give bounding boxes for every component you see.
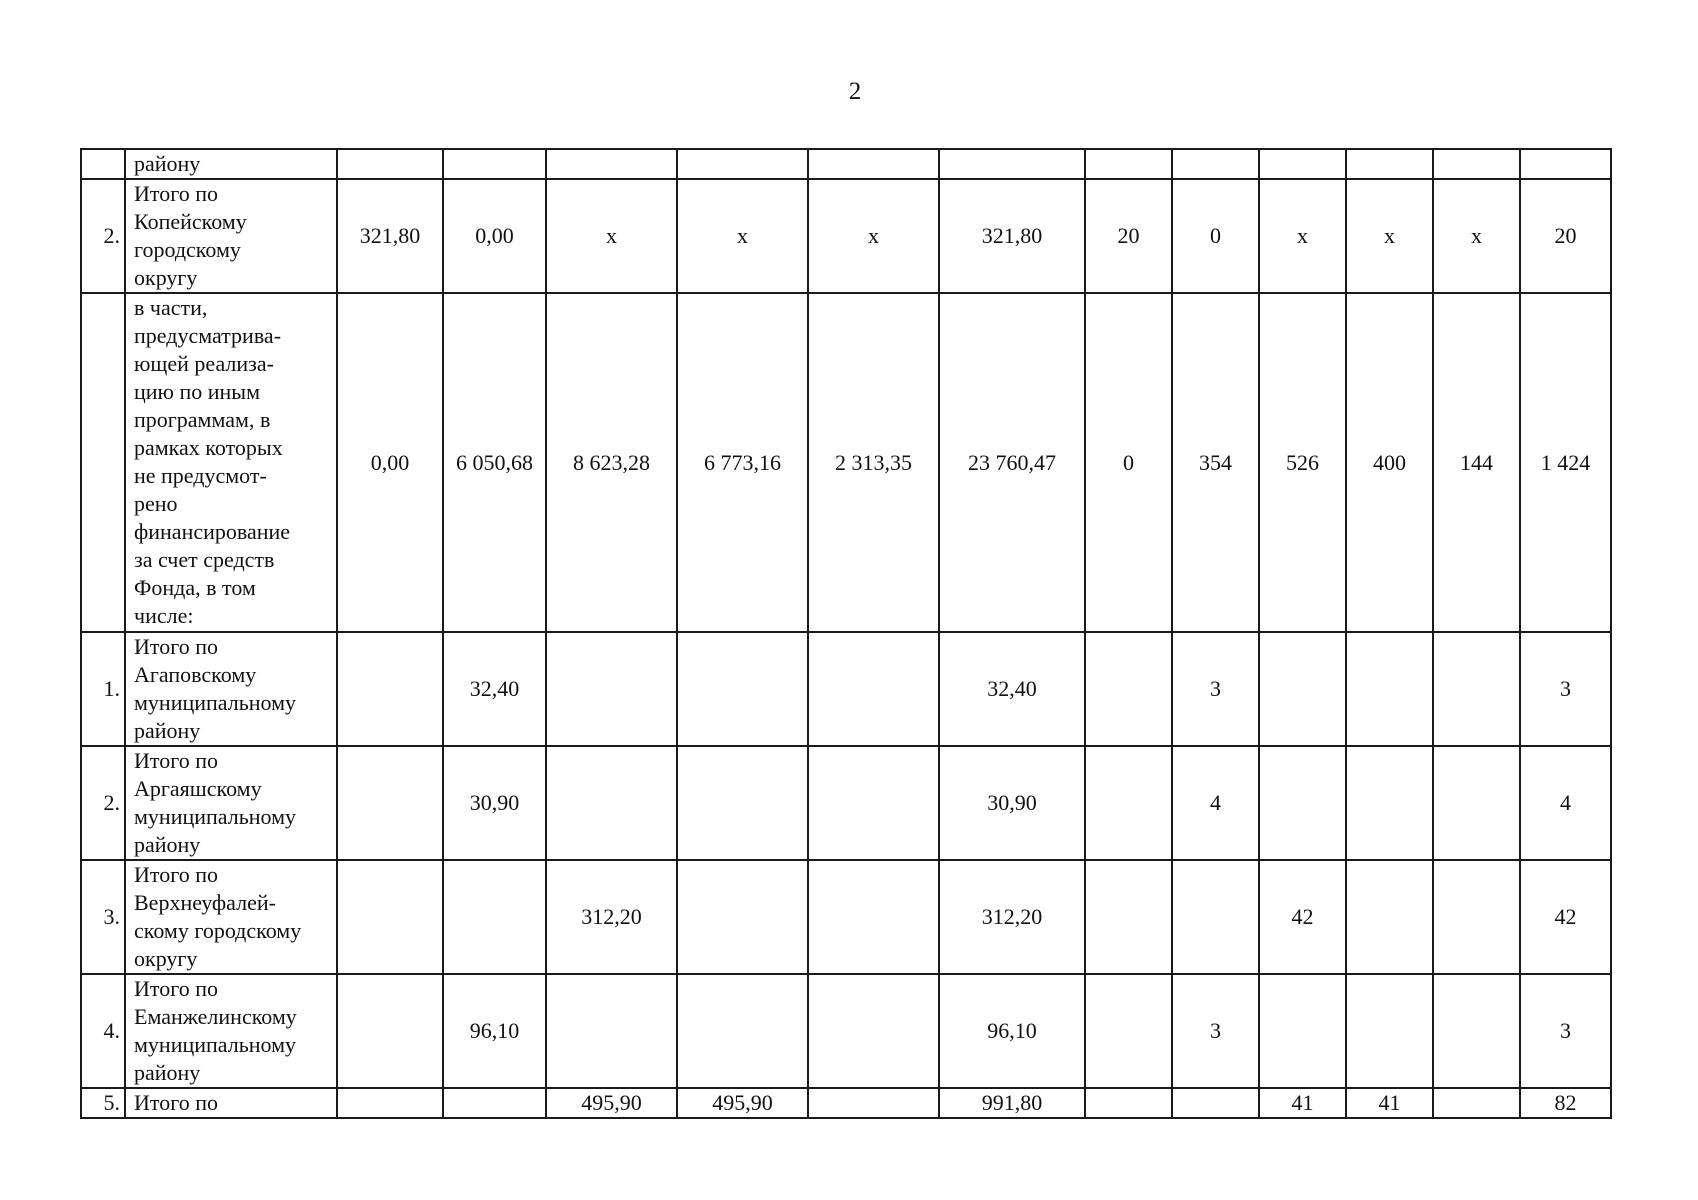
- value-cell: [677, 974, 808, 1088]
- value-cell: [939, 149, 1085, 179]
- value-cell: [546, 632, 677, 746]
- value-cell: [1085, 860, 1172, 974]
- row-name-line: рамках которых: [134, 435, 283, 460]
- value-cell: [1433, 149, 1520, 179]
- row-name-line: за счет средств: [134, 547, 275, 572]
- value-cell: [1433, 632, 1520, 746]
- value-cell: [1259, 746, 1346, 860]
- value-cell: [546, 746, 677, 860]
- value-cell: 32,40: [939, 632, 1085, 746]
- value-cell: х: [1346, 179, 1433, 293]
- value-cell: 42: [1520, 860, 1611, 974]
- row-name-line: Итого по: [134, 634, 218, 659]
- row-name-line: Еманжелинскому: [134, 1004, 297, 1029]
- value-cell: [1433, 974, 1520, 1088]
- value-cell: х: [808, 179, 939, 293]
- value-cell: 2 313,35: [808, 293, 939, 632]
- value-cell: 30,90: [443, 746, 546, 860]
- value-cell: [546, 974, 677, 1088]
- value-cell: [337, 860, 443, 974]
- value-cell: 1 424: [1520, 293, 1611, 632]
- row-name-line: округу: [134, 946, 198, 971]
- value-cell: х: [1433, 179, 1520, 293]
- value-cell: 321,80: [337, 179, 443, 293]
- value-cell: [677, 860, 808, 974]
- value-cell: 32,40: [443, 632, 546, 746]
- table-row: [81, 179, 1611, 293]
- value-cell: [808, 1088, 939, 1118]
- value-cell: 354: [1172, 293, 1259, 632]
- value-cell: [1172, 1088, 1259, 1118]
- row-name-line: предусматрива-: [134, 323, 282, 348]
- value-cell: [443, 860, 546, 974]
- row-name-line: Аргаяшскому: [134, 776, 262, 801]
- row-name-line: району: [134, 718, 201, 743]
- value-cell: 312,20: [546, 860, 677, 974]
- value-cell: [1346, 149, 1433, 179]
- value-cell: 0: [1172, 179, 1259, 293]
- value-cell: 3: [1172, 974, 1259, 1088]
- row-name-cell: [125, 632, 337, 746]
- row-name-line: Агаповскому: [134, 662, 257, 687]
- row-number-cell: 5.: [81, 1088, 125, 1118]
- value-cell: 4: [1172, 746, 1259, 860]
- row-name-line: городскому: [134, 237, 241, 262]
- row-name-cell: [125, 746, 337, 860]
- value-cell: [1259, 632, 1346, 746]
- value-cell: 23 760,47: [939, 293, 1085, 632]
- table-row: [81, 632, 1611, 746]
- row-name-line: цию по иным: [134, 379, 261, 404]
- value-cell: 495,90: [546, 1088, 677, 1118]
- value-cell: [443, 1088, 546, 1118]
- value-cell: [337, 974, 443, 1088]
- row-name-line: ющей реализа-: [134, 351, 274, 376]
- row-name-line: Итого по: [134, 976, 218, 1001]
- value-cell: 144: [1433, 293, 1520, 632]
- value-cell: [1259, 974, 1346, 1088]
- table-row: [81, 860, 1611, 974]
- row-name-line: муниципальному: [134, 1032, 297, 1057]
- row-name-line: скому городскому: [134, 918, 302, 943]
- value-cell: [546, 149, 677, 179]
- value-cell: 41: [1259, 1088, 1346, 1118]
- row-name-cell: [125, 179, 337, 293]
- table-row: [81, 149, 1611, 179]
- row-name-line: не предусмот-: [134, 463, 267, 488]
- value-cell: [808, 632, 939, 746]
- row-name-cell: [125, 974, 337, 1088]
- table-row: [81, 974, 1611, 1088]
- row-name-line: Фонда, в том: [134, 575, 256, 600]
- value-cell: 6 773,16: [677, 293, 808, 632]
- row-name-cell: [125, 860, 337, 974]
- value-cell: [1433, 746, 1520, 860]
- value-cell: [337, 149, 443, 179]
- value-cell: [443, 149, 546, 179]
- value-cell: [1085, 149, 1172, 179]
- row-name-cell: [125, 1088, 337, 1118]
- value-cell: [1346, 632, 1433, 746]
- row-name-line: числе:: [134, 603, 194, 628]
- value-cell: 42: [1259, 860, 1346, 974]
- value-cell: 991,80: [939, 1088, 1085, 1118]
- value-cell: 4: [1520, 746, 1611, 860]
- value-cell: х: [1259, 179, 1346, 293]
- value-cell: 41: [1346, 1088, 1433, 1118]
- table-row: [81, 293, 1611, 632]
- value-cell: 8 623,28: [546, 293, 677, 632]
- value-cell: 495,90: [677, 1088, 808, 1118]
- value-cell: [1520, 149, 1611, 179]
- value-cell: [1346, 746, 1433, 860]
- row-name-line: муниципальному: [134, 804, 297, 829]
- row-name-line: рено: [134, 491, 178, 516]
- value-cell: 0: [1085, 293, 1172, 632]
- row-number-cell: 2.: [81, 746, 125, 860]
- value-cell: 526: [1259, 293, 1346, 632]
- value-cell: [1172, 149, 1259, 179]
- value-cell: х: [677, 179, 808, 293]
- value-cell: [1433, 1088, 1520, 1118]
- row-number-cell: 1.: [81, 632, 125, 746]
- value-cell: 96,10: [939, 974, 1085, 1088]
- value-cell: 20: [1520, 179, 1611, 293]
- row-name-line: финансирование: [134, 519, 291, 544]
- value-cell: [808, 149, 939, 179]
- row-name-line: Копейскому: [134, 209, 247, 234]
- row-name-line: району: [134, 1060, 201, 1085]
- value-cell: 96,10: [443, 974, 546, 1088]
- row-name-line: округу: [134, 265, 198, 290]
- row-number-cell: [81, 149, 125, 179]
- row-name-line: району: [134, 832, 201, 857]
- value-cell: [677, 746, 808, 860]
- row-number-cell: 4.: [81, 974, 125, 1088]
- value-cell: [337, 1088, 443, 1118]
- row-name-cell: [125, 149, 337, 179]
- value-cell: [1085, 746, 1172, 860]
- table-body: [81, 149, 1611, 1118]
- value-cell: [1346, 974, 1433, 1088]
- row-number-cell: 2.: [81, 179, 125, 293]
- row-number-cell: 3.: [81, 860, 125, 974]
- row-name-line: в части,: [134, 295, 208, 320]
- value-cell: [1085, 1088, 1172, 1118]
- row-name-line: Итого по: [134, 1090, 218, 1115]
- value-cell: 0,00: [337, 293, 443, 632]
- value-cell: [808, 974, 939, 1088]
- value-cell: 400: [1346, 293, 1433, 632]
- value-cell: [1259, 149, 1346, 179]
- value-cell: 20: [1085, 179, 1172, 293]
- value-cell: [808, 860, 939, 974]
- value-cell: [677, 632, 808, 746]
- value-cell: 3: [1172, 632, 1259, 746]
- value-cell: [677, 149, 808, 179]
- table-row: [81, 746, 1611, 860]
- row-name-line: району: [134, 151, 201, 176]
- row-number-cell: [81, 293, 125, 632]
- row-name-line: муниципальному: [134, 690, 297, 715]
- value-cell: 0,00: [443, 179, 546, 293]
- row-name-line: программам, в: [134, 407, 271, 432]
- page-number: 2: [848, 78, 862, 105]
- value-cell: [337, 746, 443, 860]
- value-cell: [1433, 860, 1520, 974]
- data-table: [80, 148, 1612, 1119]
- value-cell: 82: [1520, 1088, 1611, 1118]
- value-cell: х: [546, 179, 677, 293]
- value-cell: 312,20: [939, 860, 1085, 974]
- value-cell: [337, 632, 443, 746]
- row-name-cell: [125, 293, 337, 632]
- table-row: [81, 1088, 1611, 1118]
- value-cell: [1346, 860, 1433, 974]
- value-cell: 3: [1520, 632, 1611, 746]
- value-cell: [1085, 974, 1172, 1088]
- value-cell: [808, 746, 939, 860]
- value-cell: 30,90: [939, 746, 1085, 860]
- value-cell: 321,80: [939, 179, 1085, 293]
- value-cell: 3: [1520, 974, 1611, 1088]
- row-name-line: Верхнеуфалей-: [134, 890, 276, 915]
- value-cell: 6 050,68: [443, 293, 546, 632]
- value-cell: [1172, 860, 1259, 974]
- row-name-line: Итого по: [134, 862, 218, 887]
- row-name-line: Итого по: [134, 748, 218, 773]
- row-name-line: Итого по: [134, 181, 218, 206]
- value-cell: [1085, 632, 1172, 746]
